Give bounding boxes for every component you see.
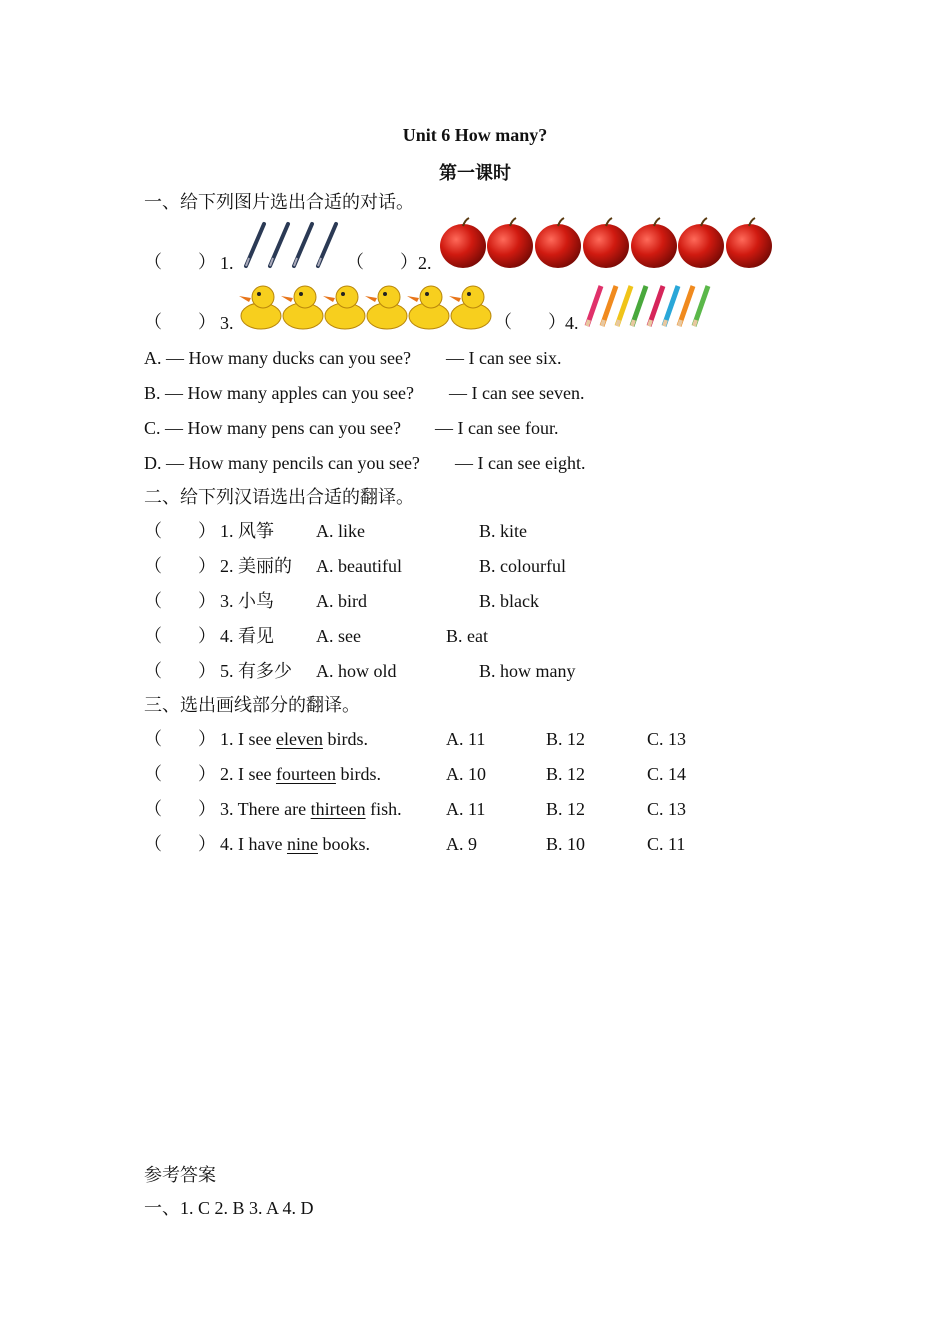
option-b-s3-q2: B. 12: [546, 764, 586, 784]
duck-icon: [407, 286, 449, 329]
option-b-s3-q3: B. 12: [546, 799, 586, 819]
section2-heading: 二、给下列汉语选出合适的翻译。: [144, 487, 414, 507]
dialogue-a-question: A. — How many ducks can you see?: [144, 348, 411, 368]
apple-icon: [583, 218, 629, 268]
option-a-s2-q4: A. see: [316, 626, 361, 646]
stem-text: birds.: [335, 764, 381, 784]
apple-icon: [678, 218, 724, 268]
option-b-s3-q4: B. 10: [546, 834, 586, 854]
pen-icon: [294, 224, 312, 266]
duck-icon: [323, 286, 365, 329]
option-a-s2-q5: A. how old: [316, 661, 397, 681]
option-c-s3-q3: C. 13: [647, 799, 687, 819]
answers-heading: 参考答案: [144, 1165, 216, 1185]
dialogue-b-answer: — I can see seven.: [449, 383, 585, 403]
section3-heading: 三、选出画线部分的翻译。: [144, 695, 360, 715]
question-stem-s2-q5: 5. 有多少: [220, 661, 292, 681]
dialogue-d-answer: — I can see eight.: [455, 453, 586, 473]
option-a-s3-q3: A. 11: [446, 799, 486, 819]
question-stem-s3-q4: [220, 833, 370, 855]
option-c-s3-q1: C. 13: [647, 729, 687, 749]
underlined-word: nine: [286, 834, 318, 854]
option-b-s2-q1: B. kite: [479, 521, 527, 541]
answer-blank-s2-q4: （ ）: [144, 626, 216, 646]
question-number-s1-q4: 4.: [565, 313, 579, 333]
pencil-icon: [649, 286, 663, 326]
pencil-icon: [664, 286, 678, 326]
pen-icon: [246, 224, 264, 266]
option-b-s2-q2: B. colourful: [479, 556, 566, 576]
option-a-s2-q3: A. bird: [316, 591, 367, 611]
stem-text: 4. I have: [220, 834, 287, 854]
dialogue-c-question: C. — How many pens can you see?: [144, 418, 401, 438]
page-subtitle: 第一课时: [439, 163, 511, 183]
answer-blank-s3-q3: （ ）: [144, 799, 216, 819]
apple-icon: [726, 218, 772, 268]
stem-text: 3. There are: [220, 799, 311, 819]
pencil-icon: [632, 286, 646, 326]
answer-blank-s1-q2: （ ）: [346, 252, 418, 272]
option-a-s3-q2: A. 10: [446, 764, 486, 784]
underlined-word: eleven: [275, 729, 323, 749]
question-stem-s2-q2: 2. 美丽的: [220, 556, 292, 576]
option-a-s3-q1: A. 11: [446, 729, 486, 749]
section1-heading: 一、给下列图片选出合适的对话。: [144, 192, 414, 212]
option-b-s2-q3: B. black: [479, 591, 539, 611]
option-c-s3-q2: C. 14: [647, 764, 687, 784]
answer-blank-s2-q1: （ ）: [144, 521, 216, 541]
answer-blank-s2-q5: （ ）: [144, 661, 216, 681]
option-b-s2-q4: B. eat: [446, 626, 488, 646]
duck-icon: [365, 286, 407, 329]
duck-icon: [239, 286, 281, 329]
pencil-icon: [602, 286, 616, 326]
answers-line-1: 一、1. C 2. B 3. A 4. D: [144, 1198, 314, 1218]
question-stem-s3-q2: [220, 763, 381, 785]
apple-icon: [487, 218, 533, 268]
ducks-picture: [237, 282, 495, 332]
underlined-word: thirteen: [310, 799, 366, 819]
pens-picture: [238, 220, 348, 270]
pencil-icon: [694, 286, 708, 326]
apples-picture: [438, 218, 778, 270]
option-c-s3-q4: C. 11: [647, 834, 686, 854]
duck-icon: [281, 286, 323, 329]
pencil-icon: [679, 286, 693, 326]
question-stem-s2-q3: 3. 小鸟: [220, 591, 274, 611]
pen-icon: [318, 224, 336, 266]
answer-blank-s3-q2: （ ）: [144, 764, 216, 784]
option-a-s3-q4: A. 9: [446, 834, 477, 854]
pen-icon: [270, 224, 288, 266]
underlined-word: fourteen: [275, 764, 336, 784]
page-title: Unit 6 How many?: [402, 125, 548, 145]
answer-blank-s2-q2: （ ）: [144, 556, 216, 576]
answer-blank-s3-q4: （ ）: [144, 834, 216, 854]
apple-icon: [631, 218, 677, 268]
dialogue-d-question: D. — How many pencils can you see?: [144, 453, 420, 473]
pencil-icon: [587, 286, 601, 326]
question-number-s1-q2: 2.: [418, 253, 432, 273]
dialogue-b-question: B. — How many apples can you see?: [144, 383, 414, 403]
answer-blank-s3-q1: （ ）: [144, 729, 216, 749]
stem-text: birds.: [322, 729, 368, 749]
answer-blank-s1-q1: （ ）: [144, 252, 216, 272]
question-stem-s3-q1: [220, 728, 368, 750]
dialogue-c-answer: — I can see four.: [435, 418, 559, 438]
question-number-s1-q3: 3.: [220, 313, 234, 333]
option-a-s2-q2: A. beautiful: [316, 556, 402, 576]
option-a-s2-q1: A. like: [316, 521, 365, 541]
option-b-s2-q5: B. how many: [479, 661, 576, 681]
question-stem-s2-q4: 4. 看见: [220, 626, 274, 646]
answer-blank-s2-q3: （ ）: [144, 591, 216, 611]
stem-text: 2. I see: [220, 764, 276, 784]
stem-text: fish.: [365, 799, 402, 819]
pencils-picture: [583, 282, 713, 332]
question-stem-s3-q3: [220, 798, 402, 820]
question-stem-s2-q1: 1. 风筝: [220, 521, 274, 541]
duck-icon: [449, 286, 491, 329]
dialogue-a-answer: — I can see six.: [446, 348, 562, 368]
answer-blank-s1-q4: （ ）: [494, 312, 566, 332]
stem-text: books.: [317, 834, 370, 854]
answer-blank-s1-q3: （ ）: [144, 312, 216, 332]
question-number-s1-q1: 1.: [220, 253, 234, 273]
stem-text: 1. I see: [220, 729, 276, 749]
apple-icon: [535, 218, 581, 268]
pencil-icon: [617, 286, 631, 326]
apple-icon: [440, 218, 486, 268]
option-b-s3-q1: B. 12: [546, 729, 586, 749]
